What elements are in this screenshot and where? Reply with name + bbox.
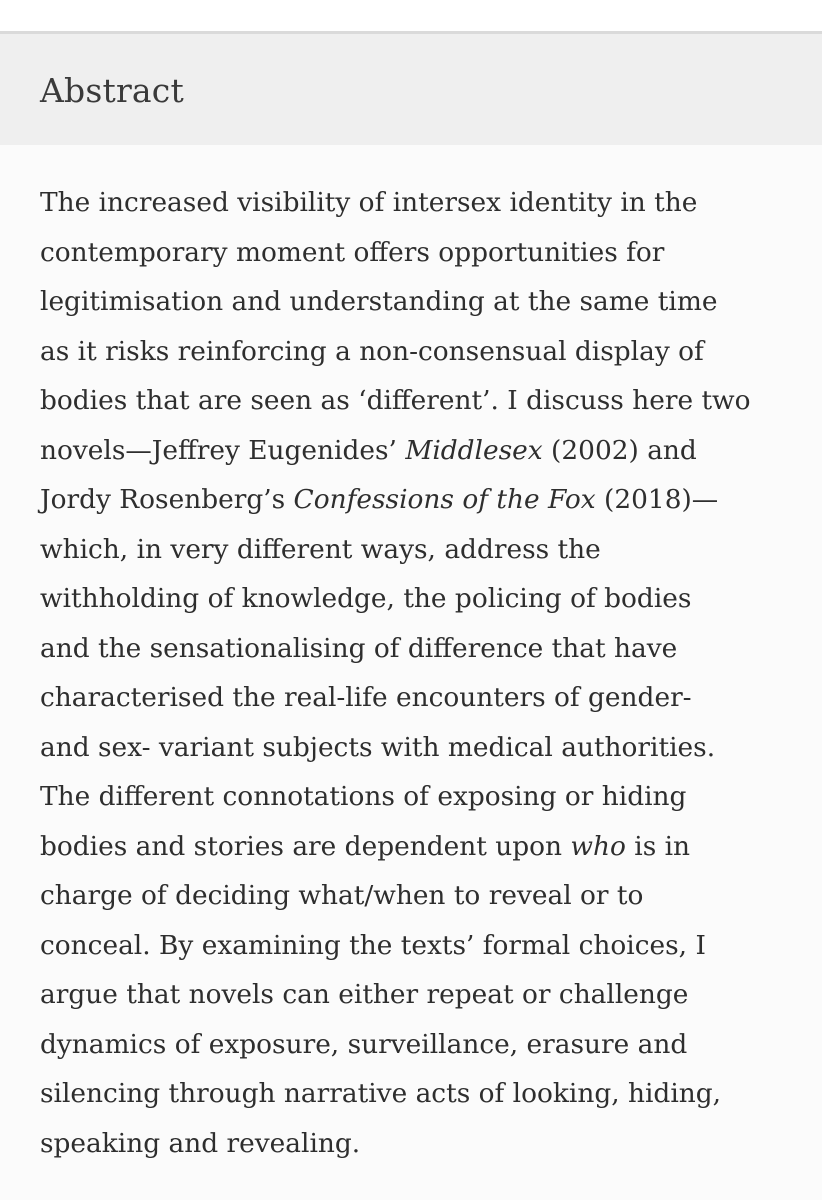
abstract-line: The different connotations of exposing or hiding <box>40 781 687 812</box>
abstract-line: dynamics of exposure, surveillance, erasure and <box>40 1028 688 1060</box>
abstract-line: bodies and stories are dependent upon who is in <box>40 830 691 862</box>
abstract-line: contemporary moment offers opportunities for <box>40 236 665 268</box>
abstract-line: The increased visibility of intersex identity in the <box>40 187 698 218</box>
abstract-line: characterised the real-life encounters of gender- <box>40 682 692 713</box>
abstract-line: bodies that are seen as ‘different’. I discuss here two <box>40 385 751 416</box>
top-divider <box>0 0 822 34</box>
abstract-line: Jordy Rosenberg’s Confessions of the Fox (2018)— <box>40 484 719 515</box>
abstract-title: Abstract <box>40 71 184 110</box>
abstract-line: legitimisation and understanding at the same time <box>40 286 718 317</box>
abstract-line: speaking and revealing. <box>40 1127 361 1159</box>
abstract-line: which, in very different ways, address the <box>40 533 601 565</box>
abstract-line: and the sensationalising of difference that have <box>40 632 678 664</box>
abstract-line: withholding of knowledge, the policing of bodies <box>40 583 692 614</box>
emphasis-who: who <box>570 830 626 862</box>
abstract-text <box>40 178 810 1168</box>
book-title-confessions-of-the-fox: Confessions of the Fox <box>293 484 596 515</box>
abstract-line: argue that novels can either repeat or challenge <box>40 979 689 1010</box>
abstract-line: as it risks reinforcing a non-consensual display of <box>40 335 704 367</box>
abstract-line: and sex- variant subjects with medical authorities. <box>40 731 716 763</box>
abstract-line: charge of deciding what/when to reveal or to <box>40 880 644 911</box>
abstract-line: silencing through narrative acts of looking, hiding, <box>40 1078 722 1109</box>
book-title-middlesex: Middlesex <box>405 434 543 466</box>
abstract-line: conceal. By examining the texts’ formal choices, I <box>40 929 706 961</box>
abstract-line: novels—Jeffrey Eugenides’ Middlesex (2002) and <box>40 434 697 466</box>
